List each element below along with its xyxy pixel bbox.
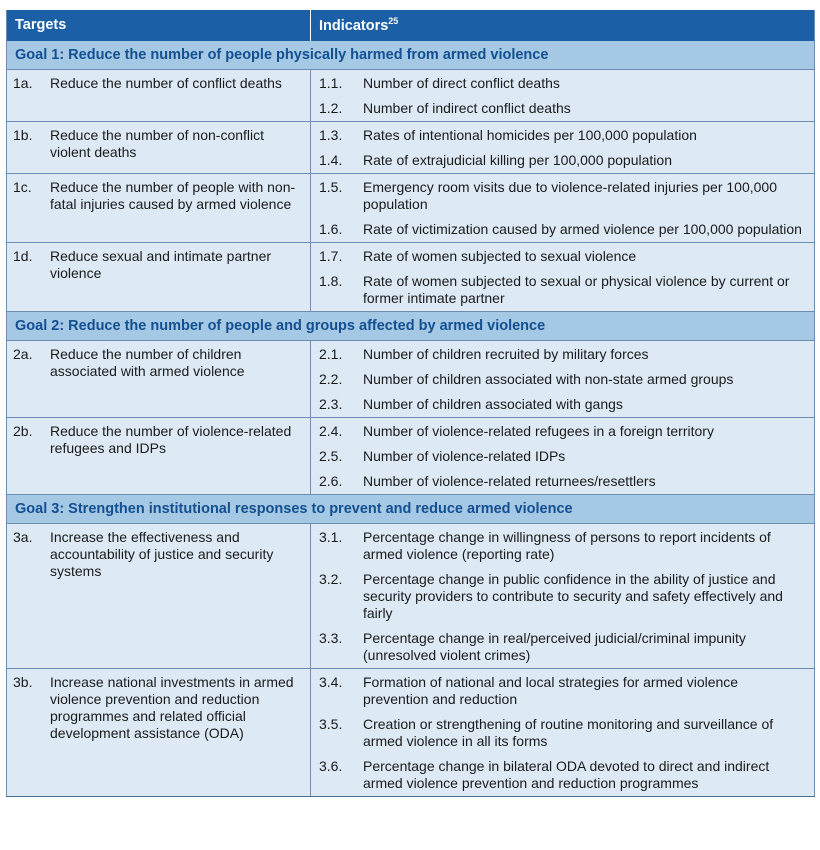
target-id: 2b.: [13, 422, 33, 439]
indicator-item: [311, 469, 814, 494]
target-cell: [7, 242, 311, 311]
indicator-id: 2.6.: [319, 472, 343, 489]
table-header-row: [7, 10, 815, 41]
indicator-id: 1.8.: [319, 272, 343, 289]
target-text: Reduce the number of non-conflict violent deaths: [50, 126, 265, 160]
indicator-text: Percentage change in bilateral ODA devoted to direct and indirect armed violence prevention and reduction programmes: [363, 757, 770, 791]
target-item: [13, 346, 304, 380]
indicators-cell: [311, 523, 815, 668]
indicator-text: Rate of women subjected to sexual or physical violence by current or former intimate partner: [363, 272, 790, 306]
target-cell: [7, 173, 311, 242]
indicator-text: Number of children recruited by military forces: [363, 345, 649, 362]
indicator-text: Rate of extrajudicial killing per 100,000 population: [363, 151, 672, 168]
target-text: Reduce sexual and intimate partner violence: [50, 247, 272, 281]
target-cell: [7, 340, 311, 417]
indicator-id: 2.2.: [319, 370, 343, 387]
indicators-cell: [311, 121, 815, 173]
target-id: 3b.: [13, 673, 33, 690]
indicator-item: [311, 392, 814, 417]
indicator-id: 3.5.: [319, 715, 343, 732]
indicator-text: Number of violence-related refugees in a foreign territory: [363, 422, 714, 439]
targets-header-label: Targets: [15, 16, 67, 33]
indicator-id: 2.1.: [319, 345, 343, 362]
indicator-text: Rate of victimization caused by armed violence per 100,000 population: [363, 220, 802, 237]
target-cell: [7, 417, 311, 494]
target-row: [7, 242, 815, 311]
target-row: [7, 121, 815, 173]
indicator-id: 3.6.: [319, 757, 343, 774]
indicator-id: 1.4.: [319, 151, 343, 168]
target-text: Increase the effectiveness and accountability of justice and security systems: [50, 528, 274, 579]
goal-row: [7, 41, 815, 70]
indicator-text: Number of children associated with gangs: [363, 395, 623, 412]
target-text: Reduce the number of children associated with armed violence: [50, 345, 245, 379]
target-cell: [7, 69, 311, 121]
indicator-text: Rate of women subjected to sexual violence: [363, 247, 637, 264]
indicator-text: Emergency room visits due to violence-related injuries per 100,000 population: [363, 178, 777, 212]
target-text: Reduce the number of conflict deaths: [50, 74, 282, 91]
indicator-text: Number of children associated with non-state armed groups: [363, 370, 734, 387]
target-row: [7, 69, 815, 121]
target-row: [7, 668, 815, 796]
indicator-item: [311, 754, 814, 796]
target-row: [7, 173, 815, 242]
target-item: [13, 423, 304, 457]
indicator-id: 2.5.: [319, 447, 343, 464]
target-text: Reduce the number of people with non-fatal injuries caused by armed violence: [50, 178, 296, 212]
indicators-cell: [311, 668, 815, 796]
indicator-id: 3.4.: [319, 673, 343, 690]
target-id: 2a.: [13, 345, 33, 362]
target-id: 1b.: [13, 126, 33, 143]
target-id: 3a.: [13, 528, 33, 545]
indicator-item: [311, 444, 814, 469]
indicator-text: Percentage change in public confidence in the ability of justice and security providers to contribute to security and safety effectively and fairly: [363, 570, 783, 621]
indicator-item: [311, 567, 814, 626]
indicator-id: 1.5.: [319, 178, 343, 195]
indicator-item: [311, 269, 814, 311]
target-cell: [7, 121, 311, 173]
indicator-item: [311, 626, 814, 668]
goals-table-container: [6, 10, 814, 797]
target-row: [7, 340, 815, 417]
indicator-text: Formation of national and local strategies for armed violence prevention and reduction: [363, 673, 739, 707]
indicator-text: Percentage change in real/perceived judicial/criminal impunity (unresolved violent crimes): [363, 629, 746, 663]
indicator-id: 2.3.: [319, 395, 343, 412]
indicators-cell: [311, 69, 815, 121]
indicators-cell: [311, 242, 815, 311]
indicator-text: Rates of intentional homicides per 100,000 population: [363, 126, 697, 143]
indicator-item: [311, 524, 814, 567]
indicators-cell: [311, 417, 815, 494]
target-item: [13, 674, 304, 742]
indicators-cell: [311, 340, 815, 417]
indicator-item: [311, 122, 814, 148]
goal-title: Goal 3: Strengthen institutional responses to prevent and reduce armed violence: [7, 494, 815, 523]
target-row: [7, 523, 815, 668]
target-item: [13, 127, 304, 161]
footnote-marker: 25: [388, 16, 399, 26]
target-id: 1a.: [13, 74, 33, 91]
goal-row: [7, 494, 815, 523]
indicator-text: Creation or strengthening of routine monitoring and surveillance of armed violence in all its forms: [363, 715, 774, 749]
target-item: [13, 75, 304, 92]
goal-title: Goal 2: Reduce the number of people and groups affected by armed violence: [7, 311, 815, 340]
target-cell: [7, 668, 311, 796]
indicators-cell: [311, 173, 815, 242]
indicator-item: [311, 243, 814, 269]
target-cell: [7, 523, 311, 668]
indicator-item: [311, 418, 814, 444]
indicator-item: [311, 367, 814, 392]
goal-title: Goal 1: Reduce the number of people physically harmed from armed violence: [7, 41, 815, 70]
goal-row: [7, 311, 815, 340]
indicator-item: [311, 217, 814, 242]
indicator-id: 1.6.: [319, 220, 343, 237]
indicators-column-header: [311, 10, 815, 41]
target-item: [13, 248, 304, 282]
indicator-text: Number of violence-related IDPs: [363, 447, 566, 464]
target-text: Reduce the number of violence-related refugees and IDPs: [50, 422, 292, 456]
indicator-id: 3.1.: [319, 528, 343, 545]
target-id: 1c.: [13, 178, 32, 195]
target-row: [7, 417, 815, 494]
indicator-id: 1.3.: [319, 126, 343, 143]
indicator-text: Number of violence-related returnees/resettlers: [363, 472, 656, 489]
indicator-item: [311, 712, 814, 754]
indicator-text: Percentage change in willingness of persons to report incidents of armed violence (reporting rate): [363, 528, 771, 562]
indicator-item: [311, 341, 814, 367]
indicator-id: 3.2.: [319, 570, 343, 587]
indicator-item: [311, 70, 814, 96]
indicator-id: 1.1.: [319, 74, 343, 91]
indicator-text: Number of indirect conflict deaths: [363, 99, 571, 116]
indicator-id: 3.3.: [319, 629, 343, 646]
goals-targets-indicators-table: [6, 10, 815, 797]
indicator-item: [311, 96, 814, 121]
target-item: [13, 179, 304, 213]
indicator-id: 1.2.: [319, 99, 343, 116]
indicator-id: 2.4.: [319, 422, 343, 439]
targets-column-header: [7, 10, 311, 41]
table-body: [7, 41, 815, 797]
indicator-id: 1.7.: [319, 247, 343, 264]
target-id: 1d.: [13, 247, 33, 264]
indicator-item: [311, 669, 814, 712]
target-item: [13, 529, 304, 580]
indicator-text: Number of direct conflict deaths: [363, 74, 560, 91]
target-text: Increase national investments in armed violence prevention and reduction programmes and related official development assistance (ODA): [50, 673, 294, 741]
indicator-item: [311, 148, 814, 173]
indicator-item: [311, 174, 814, 217]
indicators-header-label: Indicators: [319, 17, 389, 34]
